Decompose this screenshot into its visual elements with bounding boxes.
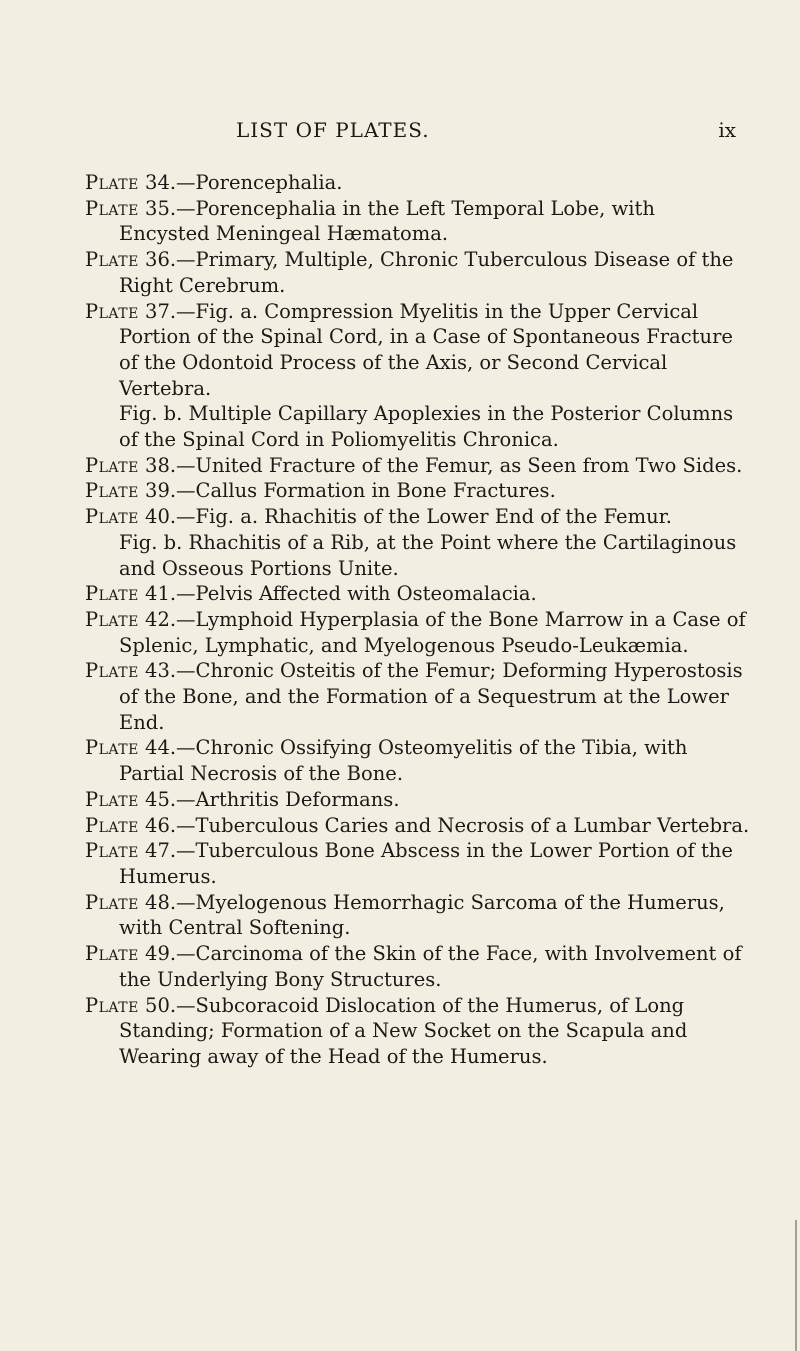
plate-description: —Callus Formation in Bone Fractures. xyxy=(176,479,556,503)
plate-description: —Chronic Osteitis of the Femur; Deforming Hyperostosis of the Bone, and the Formation of a Sequestrum at the Lower End. xyxy=(119,659,743,734)
page-number: ix xyxy=(718,118,736,142)
plate-number: 42. xyxy=(145,607,177,631)
plate-description: —Myelogenous Hemorrhagic Sarcoma of the Humerus, with Central Softening. xyxy=(119,890,725,940)
plate-description: —Porencephalia in the Left Temporal Lobe, with Encysted Meningeal Hæmatoma. xyxy=(119,196,655,246)
plate-entry xyxy=(85,581,750,607)
plate-label: Plate xyxy=(85,813,139,837)
plate-entry xyxy=(85,838,750,889)
plate-description: —Arthritis Deformans. xyxy=(176,787,400,811)
plate-entry xyxy=(85,453,750,479)
plate-list xyxy=(85,170,750,1070)
plate-number: 43. xyxy=(145,659,177,683)
plate-entry xyxy=(85,478,750,504)
running-header xyxy=(236,118,736,148)
plate-number: 41. xyxy=(145,582,177,606)
plate-number: 45. xyxy=(145,787,177,811)
plate-number: 38. xyxy=(145,453,177,477)
page-title: LIST OF PLATES. xyxy=(236,118,430,142)
sub-figure-entry xyxy=(85,401,750,452)
plate-number: 49. xyxy=(145,942,177,966)
plate-entry xyxy=(85,658,750,735)
plate-description: —Carcinoma of the Skin of the Face, with Involvement of the Underlying Bony Structures. xyxy=(119,942,742,991)
plate-number: 48. xyxy=(145,890,177,914)
plate-label: Plate xyxy=(85,505,139,529)
plate-label: Plate xyxy=(85,659,139,683)
plate-number: 46. xyxy=(145,813,177,837)
plate-label: Plate xyxy=(85,890,139,914)
plate-number: 44. xyxy=(145,736,177,760)
plate-number: 40. xyxy=(145,505,177,529)
plate-label: Plate xyxy=(85,787,139,811)
plate-entry xyxy=(85,170,750,196)
plate-label: Plate xyxy=(85,248,139,272)
plate-description: —Tuberculous Bone Abscess in the Lower Portion of the Humerus. xyxy=(119,839,733,888)
plate-label: Plate xyxy=(85,196,139,220)
plate-number: 47. xyxy=(145,839,177,863)
plate-description: —Lymphoid Hyperplasia of the Bone Marrow in a Case of Splenic, Lymphatic, and Myelogenous Pseudo-Leukæmia. xyxy=(119,607,746,657)
plate-label: Plate xyxy=(85,942,139,966)
plate-description: —Fig. a. Rhachitis of the Lower End of the Femur. xyxy=(176,505,673,529)
plate-label: Plate xyxy=(85,607,139,631)
plate-entry xyxy=(85,813,750,839)
plate-description: Fig. b. Multiple Capillary Apoplexies in the Posterior Columns of the Spinal Cord in Poliomyelitis Chronica. xyxy=(119,402,734,452)
plate-description: —United Fracture of the Femur, as Seen from Two Sides. xyxy=(176,453,743,477)
plate-entry xyxy=(85,890,750,941)
plate-number: 36. xyxy=(145,248,177,272)
plate-description: —Porencephalia. xyxy=(176,171,343,194)
plate-number: 34. xyxy=(145,171,177,194)
plate-number: 37. xyxy=(145,299,177,323)
plate-number: 35. xyxy=(145,196,177,220)
plate-description: Fig. b. Rhachitis of a Rib, at the Point where the Cartilaginous and Osseous Portions Unite. xyxy=(119,530,737,580)
plate-label: Plate xyxy=(85,171,139,194)
plate-description: —Tuberculous Caries and Necrosis of a Lumbar Vertebra. xyxy=(176,813,750,837)
plate-entry xyxy=(85,299,750,402)
plate-entry xyxy=(85,607,750,658)
plate-description: —Fig. a. Compression Myelitis in the Upper Cervical Portion of the Spinal Cord, in a Case of Spontaneous Fracture of the Odontoid Process of the Axis, or Second Cervical Vertebra. xyxy=(119,299,733,400)
plate-entry xyxy=(85,247,750,298)
plate-label: Plate xyxy=(85,299,139,323)
plate-description: —Subcoracoid Dislocation of the Humerus, of Long Standing; Formation of a New Socket on the Scapula and Wearing away of the Head of the Humerus. xyxy=(119,993,688,1068)
plate-entry xyxy=(85,941,750,992)
plate-label: Plate xyxy=(85,453,139,477)
plate-label: Plate xyxy=(85,479,139,503)
plate-number: 39. xyxy=(145,479,177,503)
plate-entry xyxy=(85,196,750,247)
plate-description: —Pelvis Affected with Osteomalacia. xyxy=(176,582,537,606)
plate-label: Plate xyxy=(85,582,139,606)
plate-label: Plate xyxy=(85,736,139,760)
plate-entry xyxy=(85,993,750,1070)
plate-entry xyxy=(85,735,750,786)
plate-entry xyxy=(85,504,750,530)
plate-number: 50. xyxy=(145,993,177,1017)
sub-figure-entry xyxy=(85,530,750,581)
plate-label: Plate xyxy=(85,839,139,863)
plate-entry xyxy=(85,787,750,813)
plate-description: —Primary, Multiple, Chronic Tuberculous Disease of the Right Cerebrum. xyxy=(119,248,734,297)
plate-label: Plate xyxy=(85,993,139,1017)
plate-description: —Chronic Ossifying Osteomyelitis of the Tibia, with Partial Necrosis of the Bone. xyxy=(119,736,688,786)
